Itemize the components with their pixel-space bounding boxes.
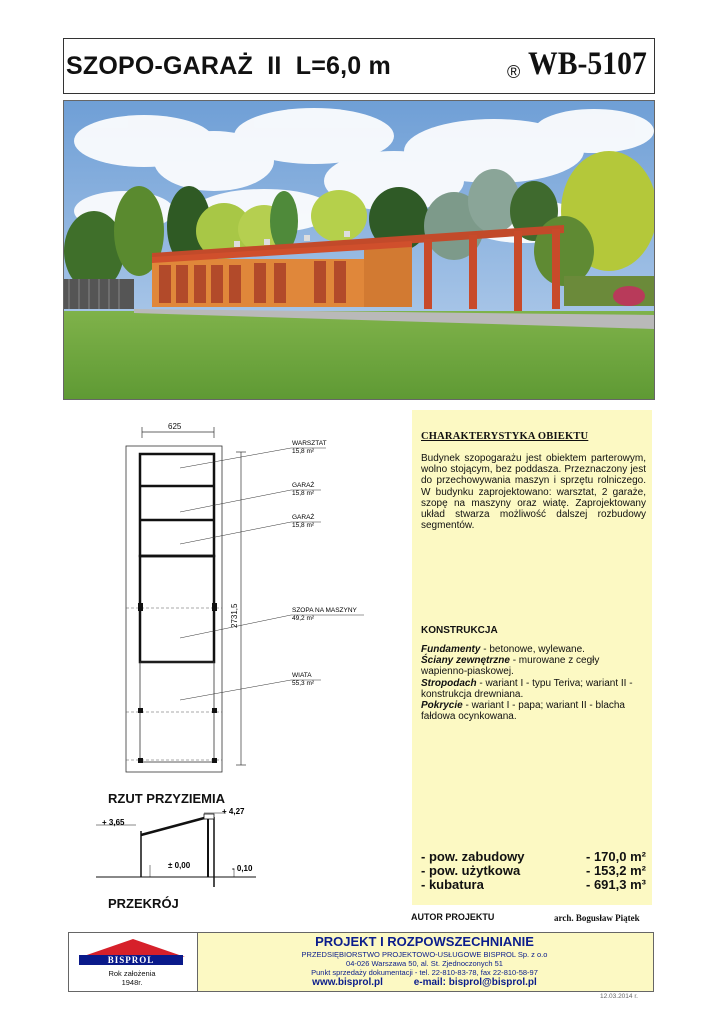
- stat-volume: - kubatura - 691,3 m³: [421, 877, 646, 892]
- footer-title: PROJEKT I ROZPOWSZECHNIANIE: [315, 934, 534, 949]
- construction-item: Fundamenty - betonowe, wylewane.: [421, 644, 585, 655]
- project-code: WB-5107: [528, 46, 647, 82]
- construction-item: Stropodach - wariant I - typu Teriva; wariant II - konstrukcja drewniana.: [421, 677, 633, 700]
- building-rendering: [63, 100, 655, 400]
- construction-item: Pokrycie - wariant I - papa; wariant II - blacha fałdowa ocynkowana.: [421, 700, 625, 723]
- area-stats: [421, 850, 646, 892]
- level-eave: + 3,65: [102, 818, 125, 827]
- registered-mark: ®: [507, 62, 521, 82]
- width-dimension: 625: [168, 422, 182, 431]
- room-name-wiata: WIATA: [292, 672, 312, 679]
- project-title: SZOPO-GARAŻ II L=6,0 m: [66, 52, 391, 80]
- author-label: AUTOR PROJEKTU: [411, 912, 495, 922]
- logo-founded: Rok założenia 1948r.: [108, 969, 156, 987]
- room-name-szopa: SZOPA NA MASZYNY: [292, 607, 357, 614]
- section-label: PRZEKRÓJ: [108, 896, 179, 911]
- room-area-szopa: 49,2 m²: [292, 615, 315, 622]
- room-area-wiata: 55,3 m²: [292, 680, 315, 687]
- level-ground: - 0,10: [232, 864, 253, 873]
- plan-label: RZUT PRZYZIEMIA: [108, 791, 225, 806]
- room-name-garaz-2: GARAŻ: [292, 514, 315, 521]
- room-name-warsztat: WARSZTAT: [292, 440, 327, 447]
- room-area-garaz-1: 15,8 m²: [292, 490, 315, 497]
- cross-section: [96, 805, 306, 895]
- email-link[interactable]: e-mail: bisprol@bisprol.pl: [413, 977, 537, 988]
- footer-address: 04-026 Warszawa 50, al. St. Zjednoczonych 51: [346, 959, 503, 968]
- room-name-garaz-1: GARAŻ: [292, 482, 315, 489]
- characteristics-heading: CHARAKTERYSTYKA OBIEKTU: [421, 431, 589, 442]
- construction-list: [421, 644, 646, 722]
- stat-built-area: - pow. zabudowy - 170,0 m²: [421, 849, 646, 864]
- room-area-garaz-2: 15,8 m²: [292, 522, 315, 529]
- length-dimension: 2731,5: [230, 603, 239, 628]
- footer-company: PRZEDSIĘBIORSTWO PROJEKTOWO-USŁUGOWE BISPROL Sp. z o.o: [301, 950, 548, 959]
- construction-heading: KONSTRUKCJA: [421, 625, 498, 636]
- author-name: arch. Bogusław Piątek: [554, 913, 640, 923]
- construction-item: Ściany zewnętrzne - murowane z cegły wapienno-piaskowej.: [421, 655, 600, 678]
- document-date: 12.03.2014 r.: [600, 993, 638, 1000]
- footer-contact: Punkt sprzedaży dokumentacji - tel. 22-810-83-78, fax 22-810-58-97: [311, 968, 538, 977]
- level-floor: ± 0,00: [168, 861, 191, 870]
- room-area-warsztat: 15,8 m²: [292, 448, 315, 455]
- characteristics-description: Budynek szopogarażu jest obiektem parterowym, wolno stojącym, bez poddasza. Przeznaczony jest do przechowywania maszyn i sprzętu rolniczego. W budynku zaprojektowano: warsztat, 2 garaże, szopę na maszyny oraz wiatę. Zaprojektowany układ stwarza możliwość dalszej rozbudowy segmentów.: [421, 453, 646, 532]
- footer-web: [197, 977, 652, 988]
- website-link[interactable]: www.bisprol.pl: [312, 977, 383, 988]
- level-top: + 4,27: [222, 807, 245, 816]
- stat-usable-area: - pow. użytkowa - 153,2 m²: [421, 863, 646, 878]
- logo-text: BISPROL: [79, 955, 183, 965]
- ground-floor-plan: [96, 410, 406, 785]
